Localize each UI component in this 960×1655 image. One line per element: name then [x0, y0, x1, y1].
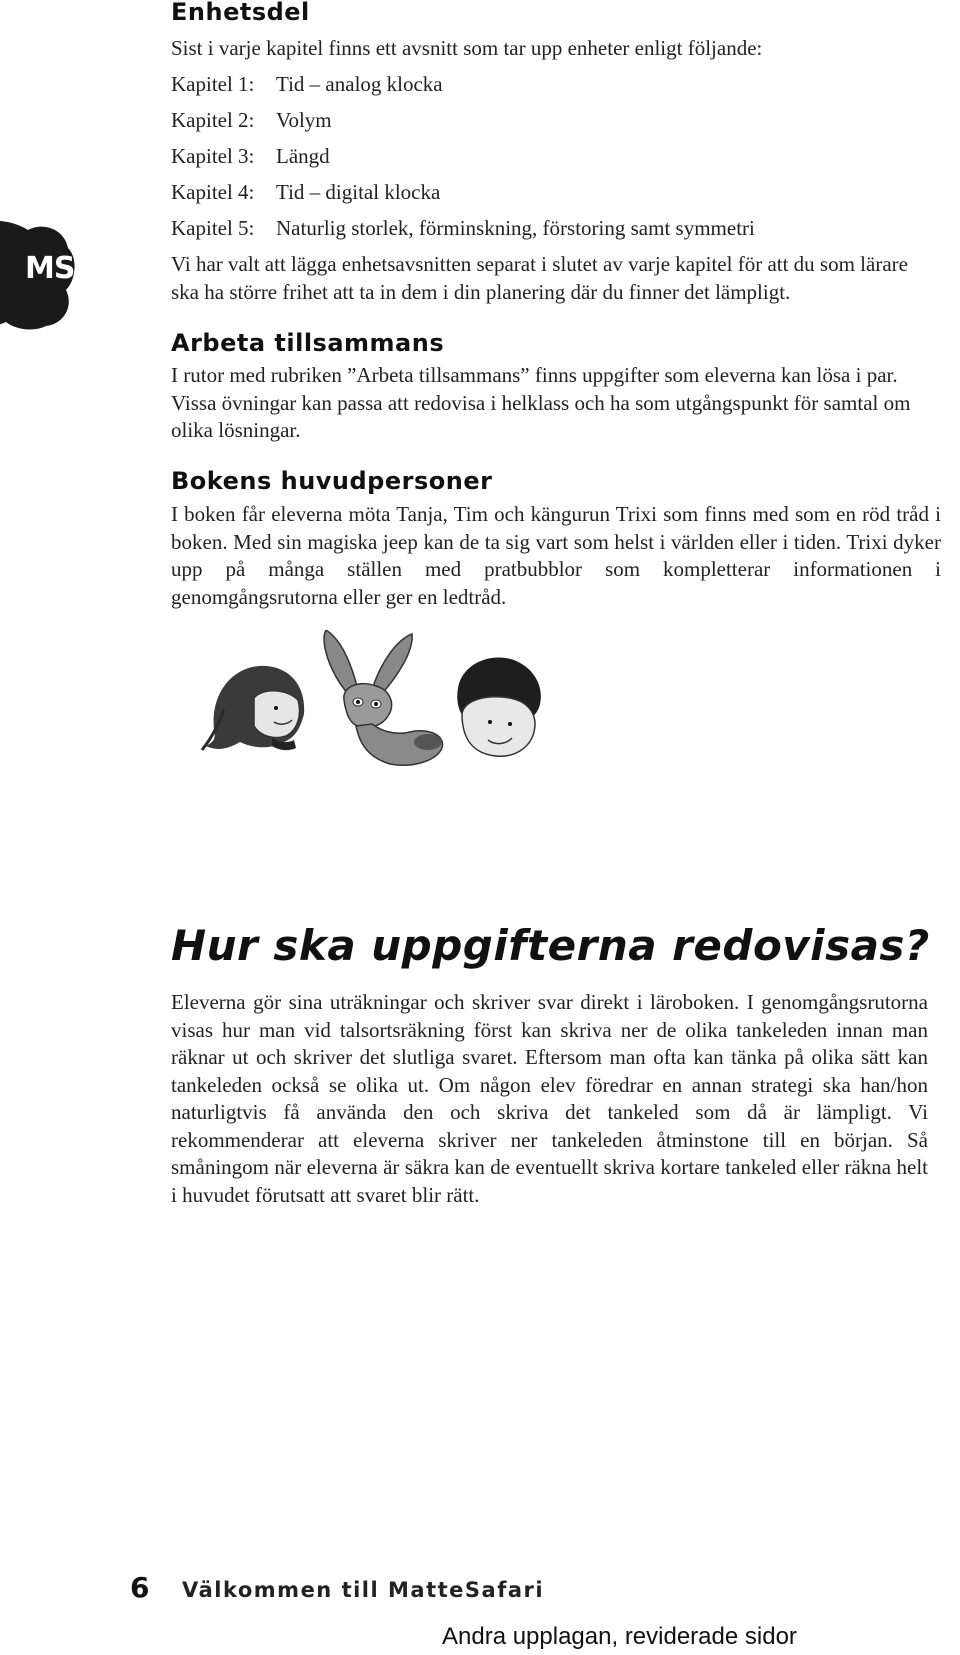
edition-note: Andra upplagan, reviderade sidor — [442, 1623, 797, 1650]
ms-badge-label: MS — [25, 251, 75, 286]
chapter-list — [171, 71, 755, 251]
work-together-text: I rutor med rubriken ”Arbeta tillsammans” finns uppgifter som eleverna kan lösa i par. Vissa övningar kan passa att redovisa i helklass och ha som utgångspunkt för samtal om olika lösningar. — [171, 363, 911, 442]
main-characters-text: I boken får eleverna möta Tanja, Tim och kängurun Trixi som finns med som en röd tråd i boken. Med sin magiska jeep kan de ta sig vart som helst i världen eller i tiden. Trixi dyker upp på många ställen med pratbubblor som kompletterar informationen i genomgångsrutorna eller ger en ledtråd. — [171, 502, 941, 609]
trixi-illustration — [324, 630, 442, 765]
chapter-number: Kapitel 2: — [171, 108, 255, 132]
reporting-heading: Hur ska uppgifterna redovisas? — [171, 921, 930, 970]
unit-section-heading: Enhetsdel — [171, 0, 310, 26]
chapter-row — [171, 215, 755, 251]
main-characters-heading: Bokens huvudpersoner — [171, 467, 493, 495]
tanja-illustration — [202, 666, 304, 750]
reporting-text: Eleverna gör sina uträkningar och skriver svar direkt i läroboken. I genomgångsrutorna visas hur man vid talsortsräkning först kan skriva ner de olika tankeleden innan man räknar ut och skriver det slutliga svaret. Eftersom man ofta kan tänka på olika sätt kan tankeleden också se olika ut. Om någon elev föredrar en annan strategi ska han/hon naturligtvis få använda den och skriva det tankeled som då är lämpligt. Vi rekommenderar att eleverna skriver ner tankeleden åtminstone till en början. Så småningom när eleverna är säkra kan de eventuellt skriva kortare tankeled eller räkna helt i huvudet förutsatt att svaret blir rätt. — [171, 990, 928, 1207]
chapter-number: Kapitel 4: — [171, 180, 255, 204]
chapter-topic: Längd — [276, 144, 330, 168]
unit-section-intro: Sist i varje kapitel finns ett avsnitt som tar upp enheter enligt följande: — [171, 36, 763, 60]
chapter-number: Kapitel 5: — [171, 216, 255, 240]
characters-illustration — [200, 630, 560, 790]
chapter-row — [171, 179, 755, 215]
unit-section-note: Vi har valt att lägga enhetsavsnitten separat i slutet av varje kapitel för att du som lärare ska ha större frihet att ta in dem i din planering där du finner det lämpligt. — [171, 252, 908, 304]
chapter-row — [171, 71, 755, 107]
chapter-row — [171, 107, 755, 143]
work-together-heading: Arbeta tillsammans — [171, 329, 445, 357]
tim-illustration — [457, 658, 541, 757]
footer-book-title: Välkommen till MatteSafari — [182, 1578, 545, 1602]
chapter-row — [171, 143, 755, 179]
chapter-number: Kapitel 3: — [171, 144, 255, 168]
chapter-topic: Tid – analog klocka — [276, 72, 443, 96]
page-number: 6 — [130, 1571, 150, 1604]
chapter-topic: Naturlig storlek, förminskning, förstoring samt symmetri — [276, 216, 755, 240]
chapter-number: Kapitel 1: — [171, 72, 255, 96]
chapter-topic: Volym — [276, 108, 332, 132]
chapter-topic: Tid – digital klocka — [276, 180, 441, 204]
